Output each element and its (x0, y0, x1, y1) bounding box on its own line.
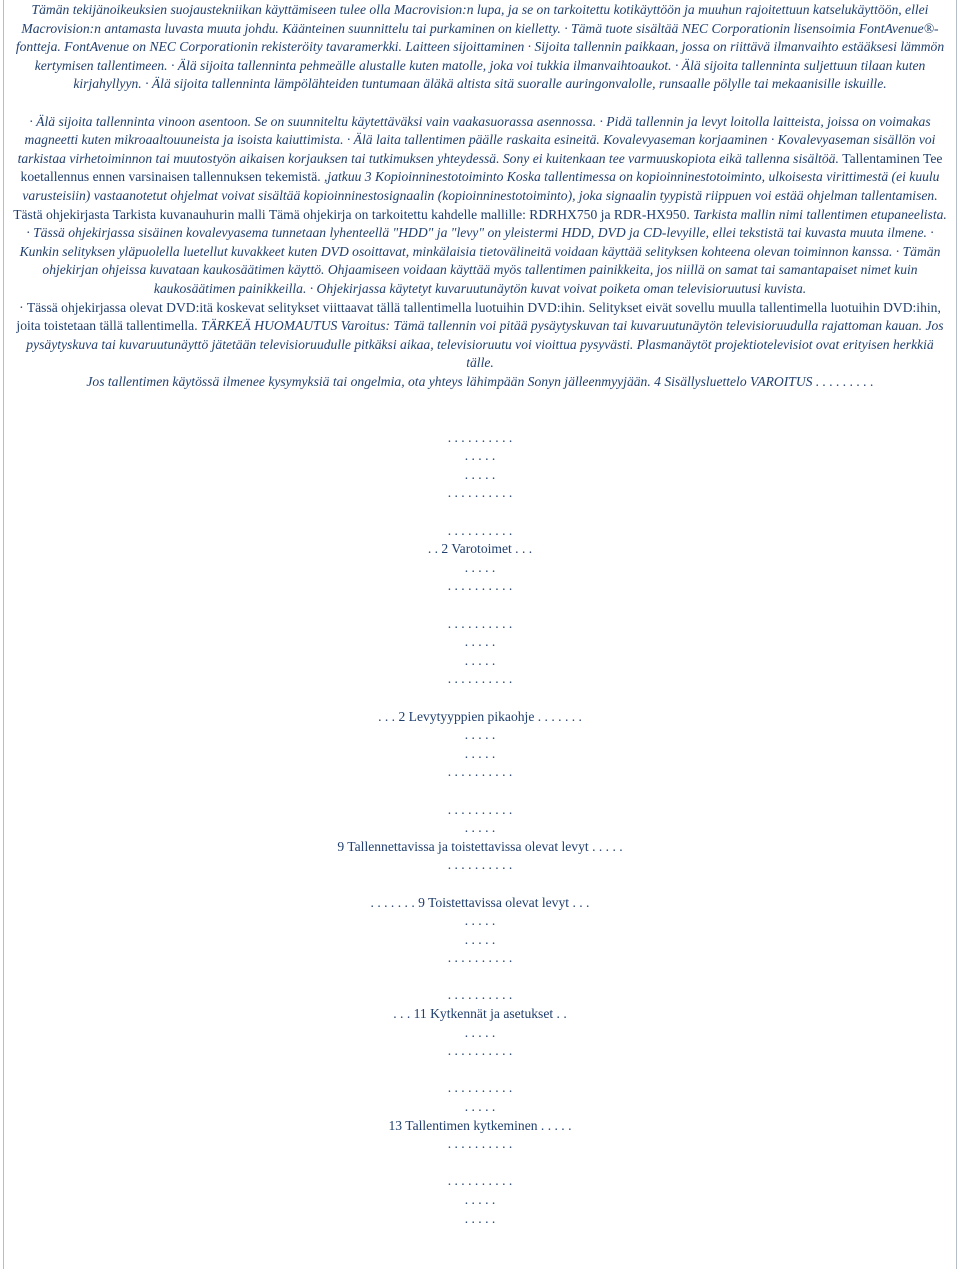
toc-line: . . . . . . . . . . (447, 578, 513, 594)
text-run: · Älä sijoita tallenninta vinoon asentoon. Se on suunniteltu käytettäväksi vain vaakasuorassa asennossa. · Pidä tallennin ja levyt loitolla laitteista, joissa on voimakas magneetti kuten mikroaaltouuneista ja isoista kaiuttimista. · Älä laita tallentimen päälle raskaita esineitä. (24, 113, 931, 148)
toc-line: . . . . . . . . . . (447, 1080, 513, 1096)
toc-line: 13 Tallentimen kytkeminen . . . . . (388, 1117, 572, 1133)
toc-line: . . . . . . . . . . (447, 522, 513, 538)
toc-spacer (11, 875, 949, 894)
paragraph-important-notice (11, 299, 949, 373)
toc-line: . . . . . (464, 466, 496, 482)
paragraph-contents-intro (11, 373, 949, 392)
toc-line: . . . . . . . 9 Toistettavissa olevat levyt . . . (370, 894, 590, 910)
toc-line: . . . . . (464, 1024, 496, 1040)
text-run: ,jatkuu 3 Kopioinninestotoiminto Koska tallentimessa on kopioinninestotoiminto, ulkoisesta virittimestä (ei kuulu varusteisiin) vastaanotetut ohjelmat voivat sisältää kopioinninestosignaalin (kopioinninestotoiminto), joka signaalin tyypistä riippuen voi estää ohjelman tallentamisen. (22, 169, 940, 203)
toc-spacer (11, 1154, 949, 1173)
toc-line: . . . . . (464, 559, 496, 575)
toc-spacer (11, 689, 949, 708)
paragraph-placement-repair-copyguard (11, 113, 949, 225)
text-run: · Tässä ohjekirjassa sisäinen kovalevyasema tunnetaan lyhenteellä "HDD" ja "levy" on yleistermi HDD, DVD ja CD-levyille, ellei tekstistä tai kuvasta muuta ilmene. · Kunkin selityksen yläpuolella luetellut kuvakkeet kuten DVD osoittavat, minkälaisia tietovälineitä voidaan käyttää selityksen kohteena olevan toiminnon kanssa. · Tämän ohjekirjan ohjeissa kuvataan kaukosäätimen käyttö. Ohjaamiseen voidaan käyttää myös tallentimen painikkeita, jos niillä on samat tai samantapaiset nimet kuin kaukosäätimen painikkeilla. · Ohjekirjassa käytetyt kuvaruutunäytön kuvat voivat poiketa oman televisioruutusi kuvista. (19, 225, 941, 296)
toc-line: . . . . . . . . . . (447, 671, 513, 687)
toc-line: . . . . . . . . . . (447, 1173, 513, 1189)
text-run: Tästä ohjekirjasta Tarkista kuvanauhurin malli Tämä ohjekirja on tarkoitettu kahdelle mallille: RDRHX750 ja RDR-HX950. (13, 206, 694, 222)
paragraph-macrovision-placement (11, 1, 949, 94)
toc-line: . . . . . . . . . . (447, 1136, 513, 1152)
toc-line: . . . . . (464, 727, 496, 743)
toc-line: . . . . . (464, 448, 496, 464)
text-run: Tallentaminen Tee koetallennus ennen varsinaisen tallennuksen tekemistä. (20, 150, 943, 185)
toc-line: . . . . . (464, 820, 496, 836)
paragraph-manual-notes (11, 224, 949, 298)
toc-line: . . 2 Varotoimet . . . (427, 541, 533, 557)
toc-line: . . . . . . . . . . (447, 987, 513, 1003)
toc-line: . . . . . . . . . . (447, 615, 513, 631)
body-text (11, 1, 949, 391)
toc-line: . . . . . (464, 1210, 496, 1226)
toc-line: . . . . . . . . . . (447, 429, 513, 445)
toc-spacer (11, 1061, 949, 1080)
text-run: Tarkista mallin nimi tallentimen etupaneelista. (693, 206, 947, 222)
toc-line: . . . . . (464, 1099, 496, 1115)
text-run: · Tässä ohjekirjassa olevat DVD:itä koskevat selitykset viittaavat tällä tallentimella luotuihin DVD:ihin. Selitykset eivät sovellu muulla tallentimella luotuihin DVD:ihin, joita toistetaan tällä tallentimella. (16, 299, 941, 334)
toc-spacer (11, 968, 949, 987)
toc-line: . . . . . . . . . . (447, 764, 513, 780)
toc-line: . . . . . . . . . . (447, 950, 513, 966)
document-page (3, 0, 957, 1269)
text-run: Laitteen sijoittaminen · Sijoita tallennin paikkaan, jossa on riittävä ilmanvaihto estääksesi lämmön kertymisen tallentimeen. · Älä sijoita tallenninta pehmeälle alustalle kuten matolle, joka voi tukkia ilmanvaihtoaukot. · Älä sijoita tallenninta suljettuun tilaan kuten kirjahyllyyn. · Älä sijoita tallenninta lämpölähteiden tuntumaan äläkä altista sitä suoralle auringonvalolle, runsaalle pölylle tai mekaanisille iskuille. (34, 39, 945, 92)
toc-line: . . . . . . . . . . (447, 485, 513, 501)
table-of-contents (11, 410, 949, 1228)
text-run: Kovalevyaseman korjaaminen · Kovalevyaseman sisällön voi tarkistaa virhetoiminnon tai muutostyön aikaisen korjauksen tai tutkimuksen yhteydessä. Sony ei kuitenkaan tee varmuuskopiota eikä tallenna sisältöä. (17, 132, 936, 166)
toc-spacer (11, 503, 949, 522)
toc-line: . . . . . . . . . . (447, 801, 513, 817)
toc-line: . . . . . (464, 652, 496, 668)
toc-line: . . . 11 Kytkennät ja asetukset . . (393, 1006, 567, 1022)
toc-line: . . . . . (464, 1192, 496, 1207)
toc-spacer (11, 782, 949, 801)
toc-line: . . . . . (464, 931, 496, 947)
text-run: Tämän tekijänoikeuksien suojaustekniikan käyttämiseen tulee olla Macrovision:n lupa, ja se on tarkoitettu kotikäyttöön ja muuhun rajoitettuun katselukäyttöön, ellei Macrovision:n antamasta luvasta muuta johdu. Käänteinen suunnittelu tai purkaminen on kielletty. · Tämä tuote sisältää NEC Corporationin lisensoimia FontAvenue®-fontteja. FontAvenue on NEC Corporationin rekisteröity tavaramerkki. (15, 2, 939, 55)
toc-line: . . . . . (464, 913, 496, 929)
toc-spacer (11, 596, 949, 615)
toc-spacer (11, 410, 949, 429)
toc-line: . . . 2 Levytyyppien pikaohje . . . . . . . (378, 708, 582, 724)
toc-line: . . . . . . . . . . (447, 857, 513, 873)
toc-line: 9 Tallennettavissa ja toistettavissa olevat levyt . . . . . (337, 838, 623, 854)
toc-line: . . . . . . . . . . (447, 1043, 513, 1059)
toc-line: . . . . . (464, 634, 496, 650)
text-run: TÄRKEÄ HUOMAUTUS Varoitus: Tämä tallennin voi pitää pysäytyskuvan tai kuvaruutunäytön televisioruudulla rajattoman kauan. Jos pysäytyskuva tai kuvaruutunäyttö jätetään televisioruudulle pitkäksi aikaa, televisioruutu voi vioittua pysyvästi. Plasmanäytöt projektiotelevisiot ovat erityisen herkkiä tälle. (26, 318, 944, 371)
text-run: Jos tallentimen käytössä ilmenee kysymyksiä tai ongelmia, ota yhteys lähimpään Sonyn jälleenmyyjään. 4 Sisällysluettelo VAROITUS . . . . . . . . . (86, 373, 874, 389)
toc-line: . . . . . (464, 745, 496, 761)
